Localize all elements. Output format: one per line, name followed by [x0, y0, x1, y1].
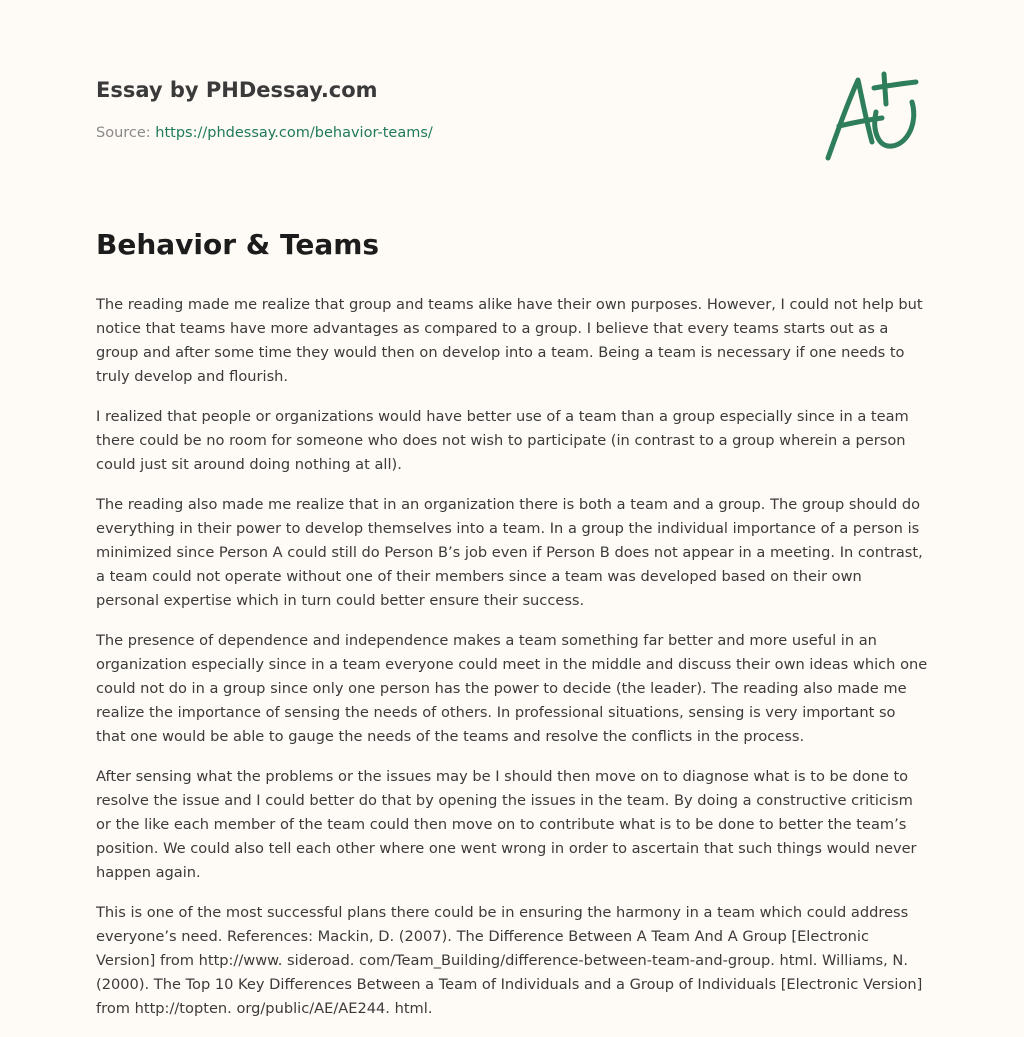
a-plus-grade-icon — [822, 68, 926, 164]
essay-title: Behavior & Teams — [96, 228, 380, 261]
essay-paragraph: The reading also made me realize that in an organization there is both a team and a group. The group should do everything in their power to develop themselves into a team. In a group the individual importance of a person is minimized since Person A could still do Person B’s job even if Person B does not appear in a meeting. In contrast, a team could not operate without one of their members since a team was developed based on their own personal expertise which in turn could better ensure their success. — [96, 496, 923, 609]
essay-article — [96, 226, 928, 1037]
source-line — [96, 122, 433, 144]
source-link[interactable]: https://phdessay.com/behavior-teams/ — [155, 125, 433, 141]
essay-paragraph: I realized that people or organizations would have better use of a team than a group especially since in a team there could be no room for someone who does not wish to participate (in contrast to a group wherein a person could just sit around doing nothing at all). — [96, 408, 909, 473]
source-label: Source: — [96, 125, 151, 141]
site-title: Essay by PHDessay.com — [96, 78, 378, 102]
essay-paragraph: This is one of the most successful plans there could be in ensuring the harmony in a team which could address everyone’s need. References: Mackin, D. (2007). The Difference Between A Team And A Group [Electronic Version] from http://www. sideroad. com/Team_Building/difference-between-team-and-group. html. Williams, N. (2000). The Top 10 Key Differences Between a Team of Individuals and a Group of Individuals [Electronic Version] from http://topten. org/public/AE/AE244. html. — [96, 904, 923, 1017]
page-header — [96, 72, 928, 192]
essay-paragraph: The reading made me realize that group and teams alike have their own purposes. However, I could not help but notice that teams have more advantages as compared to a group. I believe that every teams starts out as a group and after some time they would then on develop into a team. Being a team is necessary if one needs to truly develop and flourish. — [96, 296, 923, 385]
essay-paragraph: The presence of dependence and independence makes a team something far better and more useful in an organization especially since in a team everyone could meet in the middle and discuss their own ideas which one could not do in a group since only one person has the power to decide (the leader). The reading also made me realize the importance of sensing the needs of others. In professional situations, sensing is very important so that one would be able to gauge the needs of the teams and resolve the conflicts in the process. — [96, 632, 928, 745]
essay-paragraph: After sensing what the problems or the issues may be I should then move on to diagnose what is to be done to resolve the issue and I could better do that by opening the issues in the team. By doing a constructive criticism or the like each member of the team could then move on to contribute what is to be done to better the team’s position. We could also tell each other where one went wrong in order to ascertain that such things would never happen again. — [96, 768, 917, 881]
